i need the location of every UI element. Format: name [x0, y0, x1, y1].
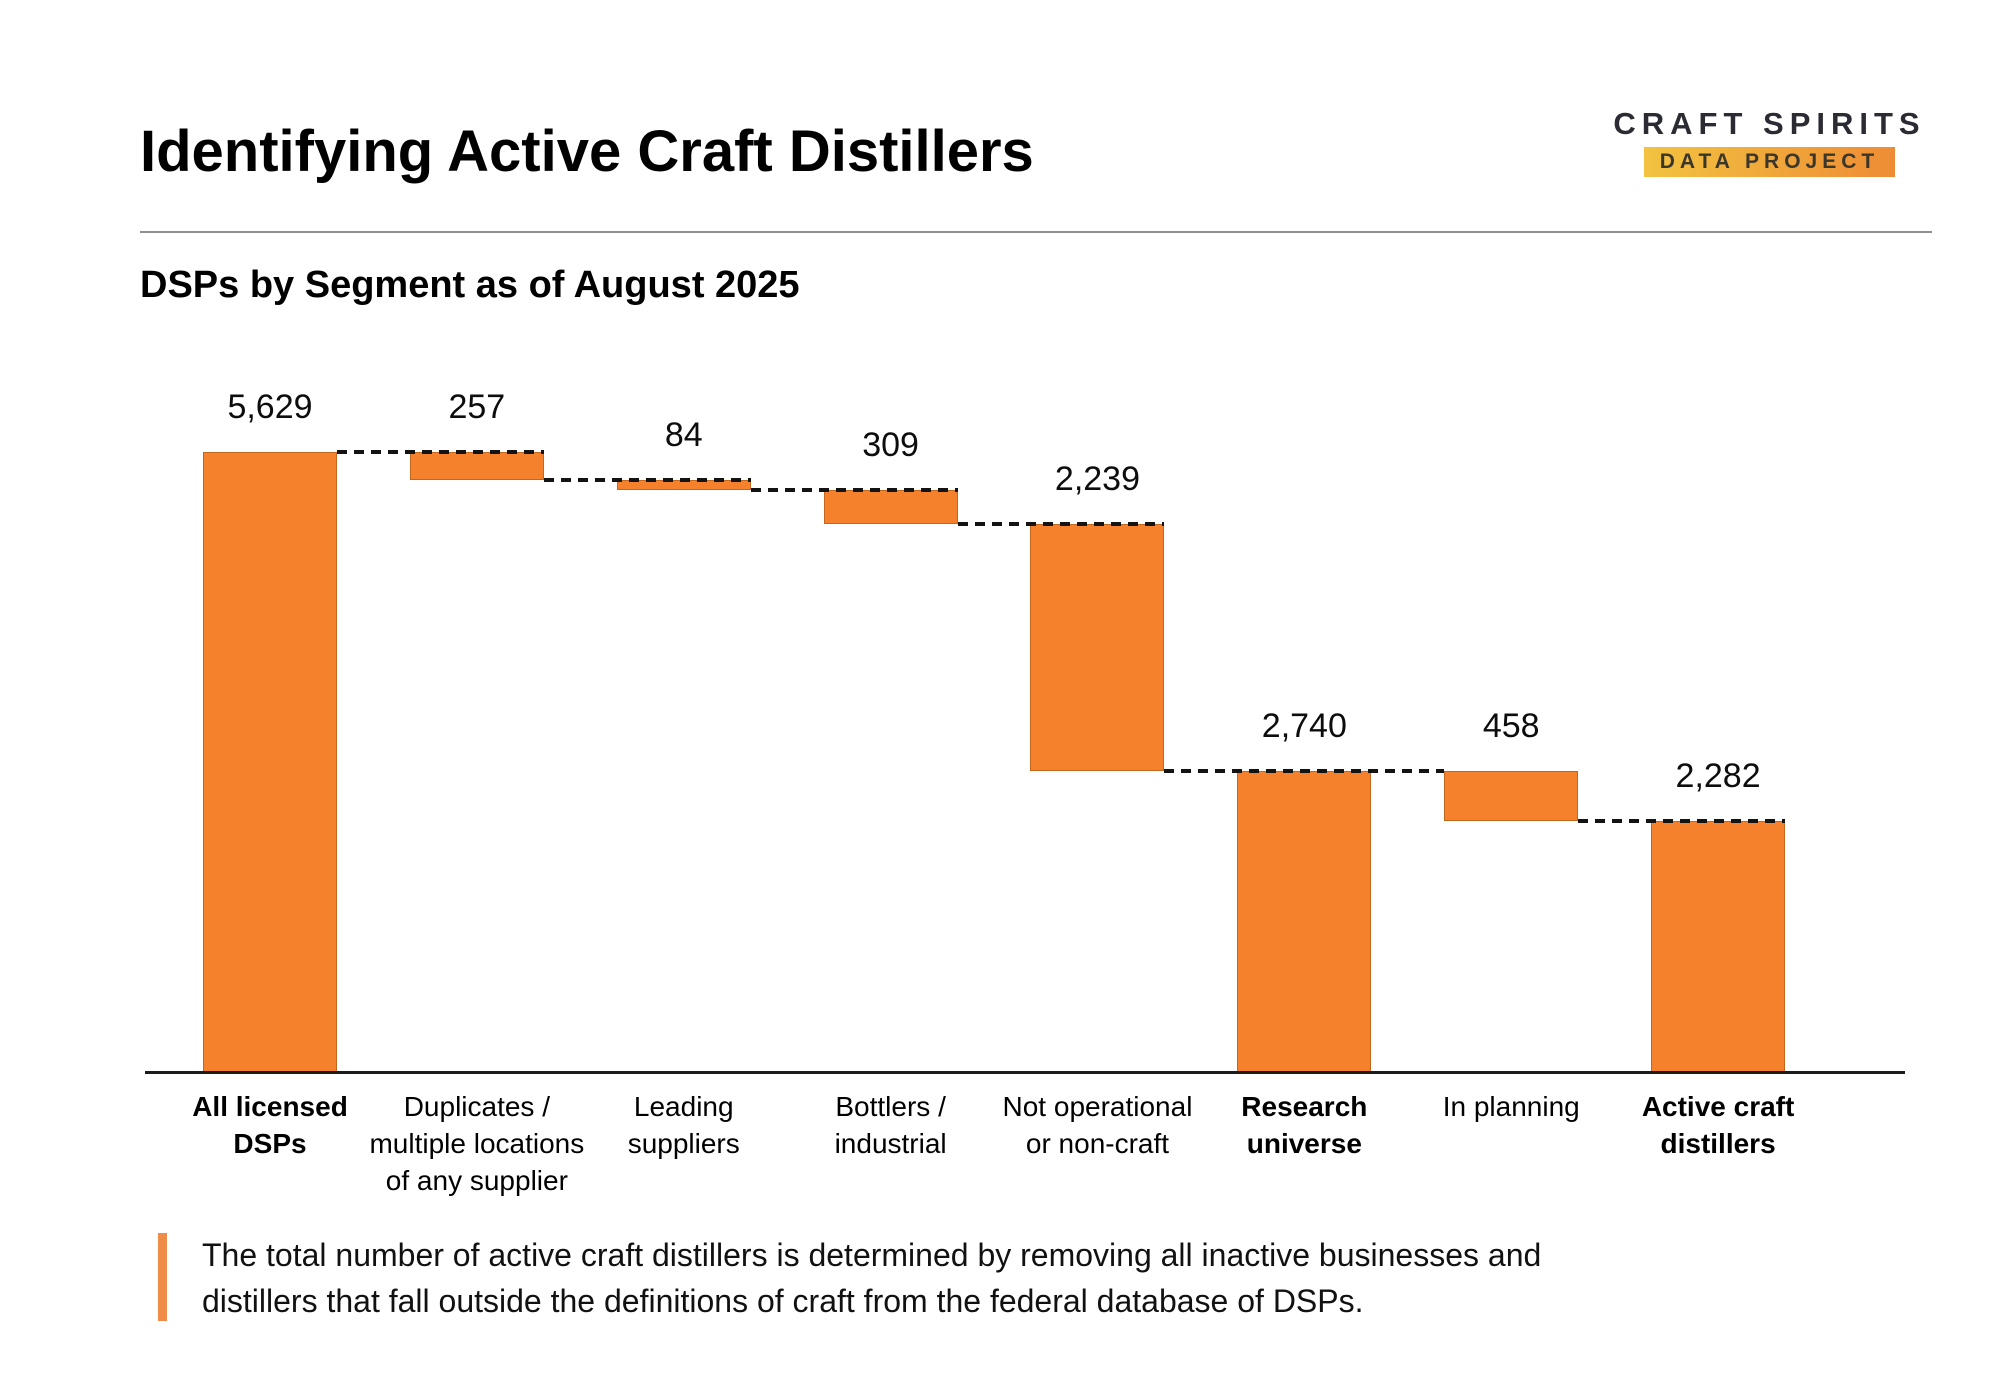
bar-value-label-3: 84	[664, 416, 703, 455]
category-label-line: industrial	[834, 1128, 947, 1159]
connector-line-4	[958, 522, 1165, 526]
bar-value-label-8: 2,282	[1675, 757, 1761, 796]
waterfall-chart	[145, 370, 1905, 1240]
category-label-line: of any supplier	[385, 1165, 568, 1196]
logo-wordmark: CRAFT SPIRITS	[1613, 106, 1926, 141]
footnote-accent-bar	[158, 1233, 167, 1321]
category-label-line: universe	[1246, 1128, 1362, 1159]
waterfall-bar-7	[1444, 771, 1578, 822]
craft-spirits-logo	[1607, 106, 1932, 177]
waterfall-bar-1	[203, 452, 337, 1073]
category-label-line: suppliers	[627, 1128, 740, 1159]
bar-value-label-6: 2,740	[1261, 706, 1347, 745]
category-label-8	[1588, 1088, 1848, 1162]
bar-value-label-4: 309	[862, 425, 919, 464]
category-label-line: multiple locations	[369, 1128, 585, 1159]
bar-value-label-5: 2,239	[1054, 459, 1141, 498]
waterfall-bar-6	[1237, 771, 1371, 1073]
connector-line-6	[1578, 819, 1785, 823]
bar-value-label-1: 5,629	[227, 388, 313, 426]
waterfall-bar-4	[824, 490, 958, 524]
chart-title: DSPs by Segment as of August 2025	[140, 264, 800, 306]
category-label-line: In planning	[1442, 1091, 1580, 1122]
category-label-line: All licensed	[192, 1091, 348, 1122]
waterfall-bar-5	[1030, 524, 1164, 771]
waterfall-bar-2	[410, 452, 544, 480]
category-label-line: Bottlers /	[835, 1091, 946, 1122]
category-label-line: Not operational	[1002, 1091, 1193, 1122]
waterfall-bar-8	[1651, 821, 1785, 1073]
footnote-line-2: distillers that fall outside the definitions of craft from the federal database of DSPs.	[202, 1283, 1364, 1319]
connector-line-2	[544, 478, 751, 482]
logo-badge: DATA PROJECT	[1644, 147, 1895, 177]
category-label-line: or non-craft	[1025, 1128, 1170, 1159]
category-label-line: Duplicates /	[403, 1091, 550, 1122]
footnote-text	[202, 1232, 1541, 1324]
bar-value-label-7: 458	[1482, 706, 1540, 745]
divider-line	[140, 231, 1932, 233]
page-title: Identifying Active Craft Distillers	[140, 119, 1034, 184]
category-label-line: Leading	[633, 1091, 734, 1122]
x-axis-line	[145, 1071, 1905, 1074]
category-label-line: Research	[1241, 1091, 1368, 1122]
category-label-line: DSPs	[233, 1128, 307, 1159]
bar-value-label-2: 257	[448, 388, 506, 426]
connector-line-3	[751, 488, 958, 492]
category-label-line: distillers	[1660, 1128, 1776, 1159]
connector-line-5	[1164, 769, 1444, 773]
connector-line-1	[337, 450, 544, 454]
category-label-line: Active craft	[1641, 1091, 1795, 1122]
footnote-line-1: The total number of active craft distillers is determined by removing all inactive businesses and	[202, 1237, 1542, 1273]
